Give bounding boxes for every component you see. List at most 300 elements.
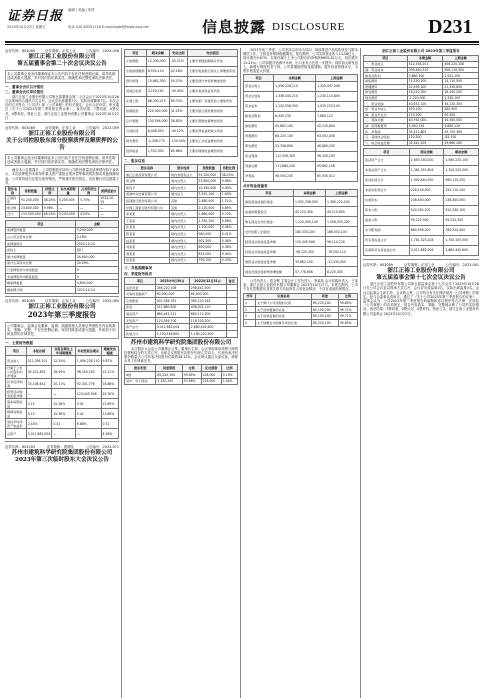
table-cell: 吴某某 — [125, 257, 170, 264]
table-cell: 42.18% — [169, 66, 187, 76]
announcement-title: 第五届董事会第二十次会议决议公告 — [17, 61, 107, 67]
table-row — [244, 131, 358, 141]
table-row — [244, 111, 358, 121]
table-cell: 850,000 — [197, 244, 220, 251]
column-2 — [124, 48, 238, 698]
masthead-rule — [5, 41, 479, 43]
column-1 — [5, 48, 119, 698]
table-cell: 0.15% — [221, 372, 237, 379]
table-row — [364, 175, 479, 185]
table-cell: 38.25% — [220, 171, 237, 178]
table-row — [244, 161, 358, 171]
table-cell: 18.40% — [52, 366, 76, 379]
divider — [5, 296, 119, 297]
table-cell: 0.31 — [52, 419, 76, 429]
table-cell: 22,556,100 — [407, 84, 443, 90]
announcement-number: 公告编号：2023-059 — [85, 125, 119, 130]
table-cell: 主要系收到银行承兑汇票增加所致 — [187, 66, 237, 76]
table-cell: 郑念辉 — [125, 178, 170, 185]
table-cell: 应收账款 — [125, 298, 156, 305]
table-cell: 65.70% — [169, 96, 187, 106]
section-heading: 一、主要财务数据 — [5, 340, 33, 345]
table-cell: 45,220,300 — [294, 207, 326, 217]
table-row — [125, 146, 238, 156]
stock-short-name: 证券简称：建研院 — [46, 444, 74, 449]
table-cell: 29,660,280 — [443, 140, 479, 146]
table-cell: 境内自然人 — [169, 178, 197, 185]
table-cell: 未分配利润 — [364, 225, 410, 235]
table-row — [125, 298, 238, 305]
table-cell: 销售商品收到的现金 — [244, 197, 294, 207]
table-cell: 40,552,100 — [407, 101, 443, 107]
table-header-cell: 股东类型 — [125, 365, 156, 372]
table-cell: 加：营业外收入 — [364, 106, 408, 112]
table-cell: 1,456,228,110 — [274, 81, 316, 91]
table-header-row — [6, 221, 119, 228]
table-header-cell: 持股比例 — [220, 165, 237, 172]
stock-short-name: 证券简称：正裕工业 — [45, 125, 76, 130]
table-cell: 812,000 — [197, 250, 220, 257]
announcement-number: 公告编号：2023-071 — [85, 444, 119, 449]
table-row — [244, 227, 358, 237]
section-heading: 合并现金流量表 — [243, 183, 268, 188]
table-cell: 收到的税费返还 — [244, 207, 294, 217]
table-cell: 1,035,220,140 — [316, 101, 358, 111]
table-cell — [226, 298, 237, 305]
table-row — [125, 304, 238, 311]
table-cell: 9.87% — [101, 356, 118, 366]
table-header-cell: 项目 — [364, 55, 408, 62]
table-row — [125, 171, 238, 178]
table-cell: — — [52, 429, 76, 439]
table-cell: 境内自然人 — [169, 184, 197, 191]
table-cell: 4 — [244, 319, 256, 326]
table-row — [125, 331, 238, 338]
table-cell: 六、综合收益总额 — [364, 140, 408, 146]
table-cell: 45,662,100 — [274, 121, 316, 131]
table-cell: 1.21% — [220, 198, 237, 205]
table-cell: 未质押股份中限售数量 — [6, 273, 76, 280]
table-cell: 55.10% — [169, 76, 187, 86]
table-row — [125, 217, 238, 224]
table-cell: 境外法人 — [169, 191, 197, 198]
table-header-cell: 本期金额 — [274, 75, 316, 82]
table-cell: 质押到期日 — [6, 240, 76, 247]
stock-short-name: 证券简称：正裕工业 — [45, 49, 76, 53]
table-row — [125, 106, 238, 116]
table-cell: 资本公积 — [364, 205, 410, 215]
table-cell: 13.89% — [101, 409, 118, 419]
table-cell: 34,220,300 — [443, 101, 479, 107]
table-header-cell: 比例 — [338, 293, 357, 300]
table-row — [6, 254, 119, 261]
table-row — [244, 121, 358, 131]
table-row — [125, 198, 238, 205]
table-cell: 招商银行股份有限公司 — [125, 198, 170, 205]
company-name: 浙江正裕工业股份有限公司 — [28, 54, 96, 60]
table-cell: 境内自然人 — [169, 250, 197, 257]
contact-line: 电话 010-83251716 E-mail:zqrb9@zqrb.sina.net — [68, 25, 149, 29]
table-cell: 14,110,500 — [443, 78, 479, 84]
table-cell — [226, 284, 237, 291]
disclaimer-notice: 本公司董事会及全体董事保证本公告内容不存在任何虚假记载、误导性陈述或者重大遗漏，并对其内容的真实性、准确性和完整性承担法律责任。 — [5, 70, 119, 83]
announcement-body: 浙江正裕工业股份有限公司第五届董事会第二十次会议于2023年10月26日以现场结合通讯方式召开。会议应出席董事7名，实际出席董事7名。本次会议的召开符合《公司法》和《公司章程》的有关规定，会议合法有效。审议通过《关于公司2023年第三季度报告的议案》，表决结果：7票同意，0票反对，0票弃权。特此公告。浙江正裕工业股份有限公司董事会 2023年10月27日 — [5, 94, 119, 120]
table-row — [6, 379, 119, 389]
table-cell: 税金及附加 — [244, 111, 274, 121]
table-cell: 0.34% — [220, 250, 237, 257]
table-cell: 91,200,000 — [197, 171, 220, 178]
table-cell: 境内自然人 — [169, 217, 197, 224]
table-cell: 97.66% — [182, 378, 201, 385]
table-cell: 主要系新厂房建设投入增加所致 — [187, 96, 237, 106]
table-cell: -76,550,110 — [326, 247, 358, 257]
table-cell: 40,762,000 — [407, 118, 443, 124]
table-header-cell: 比例 — [182, 365, 201, 372]
table-cell: 402,336,781 — [155, 298, 189, 305]
table-header-cell: 持股数量 — [197, 165, 220, 172]
stock-code: 证券代码：603183 — [5, 444, 35, 449]
company-name: 浙江正裕工业股份有限公司 — [28, 130, 96, 137]
table-cell: 质权人 — [6, 247, 76, 254]
table-cell: 0.15 — [26, 409, 52, 419]
table-cell: 63,552,008 — [316, 131, 358, 141]
table-cell: 120,300 — [407, 134, 443, 140]
table-cell: 168,552,100 — [326, 227, 358, 237]
table-cell: 520,330,100 — [444, 205, 479, 215]
table-cell: 0.41 — [75, 399, 101, 409]
stock-code: 证券代码：603089 — [5, 125, 35, 130]
table-cell: 研发费用 — [364, 90, 408, 96]
cash-flow-table — [243, 189, 358, 277]
table-cell: 99.85% — [338, 300, 357, 307]
table-cell: 0.56% — [220, 217, 237, 224]
table-cell: 0.41 — [75, 409, 101, 419]
table-cell: 关于选举监事的议案 — [255, 313, 311, 320]
table-cell: 二、营业利润 — [364, 101, 408, 107]
table-cell: 38.62% — [169, 116, 187, 126]
table-cell: 应收票据 — [125, 56, 147, 66]
table-row — [244, 217, 358, 227]
table-cell: 基本每股收益 — [6, 399, 27, 409]
stock-code: 证券代码：603089 — [5, 49, 35, 53]
table-header-cell: 项目 — [6, 221, 76, 228]
table-cell: 15.38% — [52, 399, 76, 409]
table-cell: -98,220,300 — [294, 247, 326, 257]
masthead — [0, 0, 484, 44]
table-row — [125, 211, 238, 218]
table-cell: 陈某某 — [125, 231, 170, 238]
table-cell: 银行 — [75, 247, 118, 254]
table-cell: 1,180,220,300 — [189, 331, 226, 338]
table-header-cell: 同意票数 — [156, 365, 182, 372]
table-cell: 60,000,000 — [155, 291, 189, 298]
table-header-cell: 期末余额 — [409, 149, 444, 156]
stock-code: 证券代码：603089 — [5, 299, 35, 304]
table-cell — [226, 317, 237, 324]
table-header-row — [364, 55, 479, 62]
section-title-en: DISCLOSURE — [272, 21, 345, 33]
table-header-row — [6, 186, 119, 195]
table-cell: 1,660,000 — [197, 211, 220, 218]
table-row — [125, 66, 238, 76]
table-cell: 实收资本 — [364, 195, 410, 205]
table-cell: 120,445,908 — [294, 237, 326, 247]
table-header-row — [364, 149, 479, 156]
table-cell: 境内自然人 — [169, 211, 197, 218]
table-cell: -1,220,300 — [407, 95, 443, 101]
table-cell: 1,781,325,204 — [409, 235, 444, 245]
table-cell: 96,330,245 — [316, 151, 358, 161]
table-header-cell: 2023年9月30日 — [155, 278, 189, 285]
section-heading: 一、董事会会议召开情况 — [5, 84, 44, 89]
table-row — [244, 141, 358, 151]
table-cell: 1,325,447,008 — [316, 81, 358, 91]
table-header-row — [244, 190, 358, 197]
table-header-cell: 项目 — [244, 75, 274, 82]
table-cell: 关于修订公司章程的议案 — [255, 300, 311, 307]
table-cell: 31.25% — [169, 106, 187, 116]
table-cell: 220,000,000 — [146, 106, 169, 116]
table-cell: 15.21% — [101, 366, 118, 379]
table-row — [6, 240, 119, 247]
table-cell: 1,560,220,100 — [444, 155, 479, 165]
table-cell: 扣非后净利润 — [6, 379, 27, 389]
table-cell: 0.41% — [220, 231, 237, 238]
table-row — [125, 284, 238, 291]
table-row — [125, 178, 238, 185]
vote-table — [124, 364, 238, 385]
table-cell: 15,662,300 — [146, 76, 169, 86]
table-header-cell: 变动原因 — [187, 50, 237, 57]
table-row — [125, 372, 238, 379]
table-row — [125, 184, 238, 191]
table-cell: 1,380,220,100 — [326, 197, 358, 207]
newspaper-logo: 证券日报 — [7, 9, 64, 24]
table-row — [125, 76, 238, 86]
table-cell: 99.85% — [338, 319, 357, 326]
table-cell: 0 — [75, 267, 118, 274]
table-cell — [226, 311, 237, 318]
table-cell: 主要系预收货款减少所致 — [187, 126, 237, 136]
company-name: 浙江正裕工业股份有限公司 — [387, 268, 455, 275]
table-row — [125, 291, 238, 298]
table-cell: 财务费用 — [125, 136, 147, 146]
table-row — [364, 185, 479, 195]
table-cell: 42,115,800 — [316, 121, 358, 131]
table-cell: 0 — [75, 273, 118, 280]
table-cell: 1,230,556,800 — [155, 331, 189, 338]
table-cell: 浙江正裕投资有限公司 — [125, 171, 170, 178]
announcement-number: 公告编号：2023-060 — [85, 299, 119, 304]
announcement-number: 公告编号：2023-058 — [85, 49, 119, 53]
table-cell: 110,200 — [407, 112, 443, 118]
table-cell: 主要系理财收益增加所致 — [187, 146, 237, 156]
balance-change-table — [124, 49, 238, 157]
table-cell: 128,000 — [201, 378, 221, 385]
table-header-cell: 期初余额 — [444, 149, 479, 156]
table-cell: 购买商品支付的现金 — [244, 217, 294, 227]
table-cell: 净利润 — [244, 171, 274, 181]
table-cell: 356,220,108 — [155, 284, 189, 291]
table-row — [6, 389, 119, 399]
table-cell: 2,552,100 — [443, 73, 479, 79]
table-row — [125, 191, 238, 198]
table-cell: 68,220,145 — [274, 131, 316, 141]
table-cell: 2 — [244, 306, 256, 313]
table-cell: 3,011,882,004 — [155, 324, 189, 331]
table-cell: 应付票据 — [125, 116, 147, 126]
table-row — [6, 260, 119, 267]
table-cell: 512,336,201 — [26, 356, 52, 366]
table-header-cell: 比例 — [221, 365, 237, 372]
table-row — [244, 247, 358, 257]
table-cell: -35.21% — [169, 56, 187, 66]
table-row — [244, 91, 358, 101]
table-cell: 1,100,000 — [197, 224, 220, 231]
announcement-pledge — [5, 125, 119, 294]
resolution-vote-table — [243, 293, 358, 327]
announcement-board-resolution — [5, 48, 119, 120]
table-cell: 99.85% — [182, 372, 201, 379]
table-cell: 4,660,120 — [443, 123, 479, 129]
table-row — [6, 195, 119, 204]
table-row — [125, 136, 238, 146]
table-header-cell: 上期金额 — [443, 55, 479, 62]
table-cell: 四、净利润 — [364, 129, 408, 135]
table-row — [364, 118, 479, 124]
edition-date: 2023年10月27日 星期五 — [7, 25, 46, 29]
table-row — [244, 237, 358, 247]
table-row — [125, 250, 238, 257]
table-header-cell: 项目 — [364, 149, 410, 156]
table-cell: 356,110,300 — [443, 67, 479, 73]
table-row — [125, 378, 238, 385]
table-cell: 38.25% — [42, 195, 57, 204]
table-cell: 关于续聘会计师事务所的议案 — [255, 319, 311, 326]
page-number: D231 — [428, 16, 473, 38]
table-cell: 95,220,300 — [409, 215, 444, 225]
table-row — [6, 356, 119, 366]
table-cell: 395,440,210 — [407, 67, 443, 73]
table-cell: 30.09% — [75, 260, 118, 267]
table-cell: 91,200,000 — [19, 195, 42, 204]
table-cell: 512,880,300 — [155, 304, 189, 311]
table-row — [244, 257, 358, 267]
table-cell: 20.11% — [52, 379, 76, 389]
table-cell: 1,120,556,300 — [274, 101, 316, 111]
table-cell: 非流动资产合计 — [364, 165, 410, 175]
table-cell: 0.36% — [220, 244, 237, 251]
table-row — [244, 81, 358, 91]
table-row — [244, 151, 358, 161]
table-header-cell: 本次质押数量 — [57, 186, 78, 195]
table-cell: 35,221,805 — [407, 129, 443, 135]
table-cell: 交易性金融资产 — [125, 291, 156, 298]
table-cell: 2,880,000 — [197, 198, 220, 205]
table-header-row — [244, 293, 358, 300]
table-cell: 中国工商银行股份有限公司 — [125, 204, 170, 211]
table-row — [6, 366, 119, 379]
announcement-body: 浙江正裕工业股份有限公司第五届监事会第十七次会议于2023年10月26日在公司会议室以现场方式召开，会议应出席监事3名，实际出席监事3名。会议由监事会主席主持，会议的召集、召开符合有关法律法规及《公司章程》的规定。经与会监事认真审议，通过了《关于公司2023年第三季度报告的议案》。监事会认为：公司2023年第三季度报告的编制和审议程序符合法律、法规及《公司章程》的各项规定，报告内容真实、准确、完整地反映了公司的实际情况。表决结果：3票同意，0票反对，0票弃权。特此公告。浙江正裕工业股份有限公司监事会 2023年10月27日。 — [363, 282, 479, 316]
pledge-table — [5, 186, 119, 218]
table-row — [364, 67, 479, 73]
table-cell: 48.23% — [43, 212, 56, 217]
table-cell: 财务费用 — [364, 95, 408, 101]
table-cell: 境内非国有法人 — [169, 171, 197, 178]
table-cell: 非流动负债合计 — [364, 185, 410, 195]
table-row — [125, 56, 238, 66]
table-cell: 85,550,412 — [316, 171, 358, 181]
table-cell: 902,300 — [197, 237, 220, 244]
table-cell: 5,200,000 — [75, 227, 118, 234]
table-cell: 税金及附加 — [364, 73, 408, 79]
table-header-row — [125, 165, 238, 172]
table-header-cell: 期末余额 — [146, 50, 169, 57]
table-cell: 营业总成本 — [244, 91, 274, 101]
table-cell: 25.30% — [101, 389, 118, 399]
table-cell: — — [99, 211, 119, 218]
table-cell: 6.88% — [75, 419, 101, 429]
report-heading: 浙江正裕工业股份有限公司 2023年第三季度报告 — [382, 49, 460, 53]
table-row — [244, 171, 358, 181]
table-cell: 4.30% — [220, 184, 237, 191]
table-header-cell: 股东名称 — [6, 186, 20, 195]
table-row — [125, 324, 238, 331]
table-cell: — — [52, 389, 76, 399]
table-cell: 98,554,230 — [274, 171, 316, 181]
table-cell: 0.33% — [220, 257, 237, 264]
table-row — [244, 197, 358, 207]
table-cell: 已质押股份中冻结数量 — [6, 267, 76, 274]
table-cell: 三、利润总额 — [364, 118, 408, 124]
table-cell: 85,100,200 — [311, 313, 338, 320]
table-cell: 238,400,000 — [409, 195, 444, 205]
table-cell — [226, 324, 237, 331]
table-cell: 流动资产合计 — [364, 155, 410, 165]
table-row — [364, 205, 479, 215]
announcement-number: 公告编号：2023-061 — [445, 263, 479, 268]
table-row — [6, 273, 119, 280]
table-header-cell: 反对票数 — [201, 365, 221, 372]
table-header-cell: 上期金额 — [326, 190, 358, 197]
section-heading: 四、季度财务报表 — [124, 271, 152, 276]
masthead-rule-thin — [5, 44, 479, 45]
table-cell: 预付款项 — [125, 76, 147, 86]
table-cell: 管理费用 — [364, 84, 408, 90]
table-cell: 质押股份数量 — [6, 227, 76, 234]
table-row — [125, 224, 238, 231]
table-cell: 主要系票据到期承兑所致 — [187, 56, 237, 66]
table-row — [6, 234, 119, 241]
table-cell: 498,002,110 — [189, 304, 226, 311]
table-cell: 3,552,100 — [197, 191, 220, 198]
stock-short-name: 证券简称：正裕工业 — [45, 299, 76, 304]
table-cell: 营业收入 — [6, 356, 27, 366]
table-row — [244, 207, 358, 217]
table-row — [6, 204, 119, 211]
table-cell: -150.30% — [169, 136, 187, 146]
table-row — [364, 225, 479, 235]
table-cell: 5,540,195 — [407, 123, 443, 129]
table-cell: 5,330,200 — [156, 378, 182, 385]
table-cell: 稀释每股收益 — [6, 409, 27, 419]
table-cell: 1 — [244, 300, 256, 307]
table-cell: 销售费用 — [364, 78, 408, 84]
table-cell: 85,220,100 — [156, 372, 182, 379]
table-cell: 境内自然人 — [169, 224, 197, 231]
table-cell: 35,221,805 — [26, 366, 52, 379]
table-cell: 2024-10-24 — [75, 240, 118, 247]
